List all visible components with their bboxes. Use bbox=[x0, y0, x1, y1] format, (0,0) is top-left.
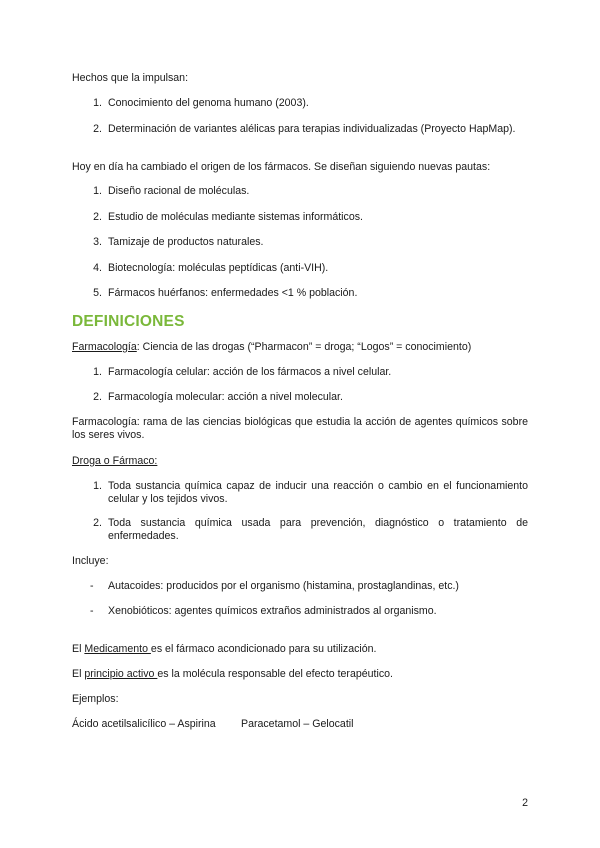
list-number: 1. bbox=[93, 97, 102, 109]
list-number: 2. bbox=[93, 391, 102, 403]
section-heading: DEFINICIONES bbox=[72, 313, 185, 330]
ejemplos-label: Ejemplos: bbox=[72, 693, 119, 705]
intro-label: Hechos que la impulsan: bbox=[72, 72, 189, 84]
list-text: Tamizaje de productos naturales. bbox=[108, 236, 264, 248]
example-gelocatil: Paracetamol – Gelocatil bbox=[241, 718, 354, 730]
farmacologia-definition-text: : Ciencia de las drogas (“Pharmacon” = droga; “Logos” = conocimiento) bbox=[136, 341, 472, 353]
farmacologia-definition bbox=[72, 341, 471, 353]
list-number: 5. bbox=[93, 287, 102, 299]
list-number: 1. bbox=[93, 480, 102, 492]
list-text: Estudio de moléculas mediante sistemas informáticos. bbox=[108, 211, 363, 223]
medicamento-term: Medicamento bbox=[84, 643, 151, 655]
list-text: Xenobióticos: agentes químicos extraños administrados al organismo. bbox=[108, 605, 437, 617]
list-text: Toda sustancia química capaz de inducir una reacción o cambio en el funcionamiento celular y los tejidos vivos. bbox=[108, 480, 528, 505]
list-number: 2. bbox=[93, 123, 102, 135]
list-text: Conocimiento del genoma humano (2003). bbox=[108, 97, 309, 109]
list-number: 3. bbox=[93, 236, 102, 248]
list-dash: - bbox=[90, 580, 94, 592]
page-number: 2 bbox=[522, 797, 528, 809]
list-number: 4. bbox=[93, 262, 102, 274]
list-text: Diseño racional de moléculas. bbox=[108, 185, 250, 197]
farmacologia-paragraph: Farmacología: rama de las ciencias biológicas que estudia la acción de agentes químicos sobre los seres vivos. bbox=[72, 416, 528, 441]
principio-term: principio activo bbox=[84, 668, 158, 680]
list-text: Farmacología celular: acción de los fármacos a nivel celular. bbox=[108, 366, 392, 378]
list-number: 1. bbox=[93, 366, 102, 378]
list-text: Determinación de variantes alélicas para terapias individualizadas (Proyecto HapMap). bbox=[108, 123, 516, 135]
origin-paragraph: Hoy en día ha cambiado el origen de los fármacos. Se diseñan siguiendo nuevas pautas: bbox=[72, 161, 491, 173]
principio-paragraph bbox=[72, 668, 393, 680]
list-text: Fármacos huérfanos: enfermedades <1 % población. bbox=[108, 287, 358, 299]
list-text: Autacoides: producidos por el organismo (histamina, prostaglandinas, etc.) bbox=[108, 580, 459, 592]
principio-post: es la molécula responsable del efecto terapéutico. bbox=[157, 668, 393, 680]
list-text: Toda sustancia química usada para prevención, diagnóstico o tratamiento de enfermedades. bbox=[108, 517, 528, 542]
list-dash: - bbox=[90, 605, 94, 617]
list-text: Biotecnología: moléculas peptídicas (anti-VIH). bbox=[108, 262, 329, 274]
medicamento-paragraph bbox=[72, 643, 376, 655]
example-aspirina: Ácido acetilsalicílico – Aspirina bbox=[72, 718, 216, 730]
list-text: Farmacología molecular: acción a nivel molecular. bbox=[108, 391, 343, 403]
medicamento-post: es el fármaco acondicionado para su utilización. bbox=[150, 643, 377, 655]
droga-heading: Droga o Fármaco: bbox=[72, 455, 158, 467]
list-number: 2. bbox=[93, 211, 102, 223]
farmacologia-term: Farmacología bbox=[72, 341, 137, 353]
list-number: 1. bbox=[93, 185, 102, 197]
list-number: 2. bbox=[93, 517, 102, 529]
incluye-label: Incluye: bbox=[72, 555, 109, 567]
medicamento-pre: El bbox=[72, 643, 85, 655]
principio-pre: El bbox=[72, 668, 85, 680]
